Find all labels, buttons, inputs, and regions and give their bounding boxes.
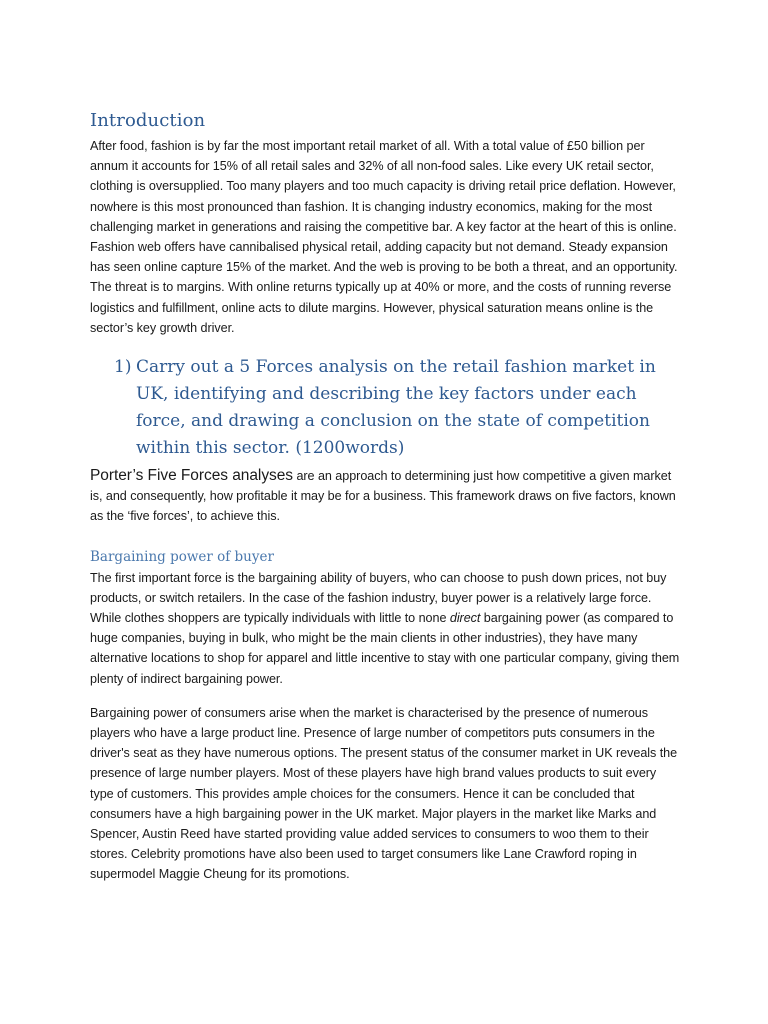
buyer-power-heading: Bargaining power of buyer	[90, 548, 274, 565]
introduction-paragraph: After food, fashion is by far the most important retail market of all. With a total value of £50 billion per annum it accounts for 15% of all retail sales and 32% of all non-food sales. Like every UK retail sector, clothing is oversupplied. Too many players and too much capacity is driving retail price deflation. However, nowhere is this most pronounced than fashion. It is changing industry economics, making for the most challenging market in generations and raising the competitive bar. A key factor at the heart of this is online. Fashion web offers have cannibalised physical retail, adding capacity but not demand. Steady expansion has seen online capture 15% of the market. And the web is proving to be both a threat, and an opportunity. The threat is to margins. With online returns typically up at 40% or more, and the costs of running reverse logistics and fulfillment, online acts to dilute margins. However, physical saturation means online is the sector’s key growth driver.	[90, 139, 678, 335]
paragraph-spacer	[90, 689, 680, 703]
porter-paragraph	[90, 466, 680, 527]
buyer-p1-after: bargaining power (as compared to huge companies, buying in bulk, who might be the main clients in other industries), they have many alternative locations to shop for apparel and little incentive to stay with one particular company, giving them plenty of indirect bargaining power.	[90, 611, 680, 686]
buyer-paragraph-2: Bargaining power of consumers arise when the market is characterised by the presence of numerous players who have a large product line. Presence of large number of competitors puts consumers in the driver's seat as they have numerous options. The present status of the consumer market in UK reveals the presence of large number players. Most of these players have high brand values products to suit every type of customers. This provides ample choices for the consumers. Hence it can be concluded that consumers have a high bargaining power in the UK market. Major players in the market like Marks and Spencer, Austin Reed have started providing value added services to consumers to woo them to their stores. Celebrity promotions have also been used to target consumers like Lane Crawford roping in supermodel Maggie Cheung for its promotions.	[90, 705, 678, 882]
question-1	[90, 354, 680, 462]
document-body	[90, 108, 680, 885]
porter-lead: Porter’s Five Forces analyses	[90, 467, 293, 485]
question-text: Carry out a 5 Forces analysis on the retail fashion market in UK, identifying and describing the key factors under each force, and drawing a conclusion on the state of competition within this sector. (1200words)	[136, 357, 656, 459]
introduction-heading: Introduction	[90, 110, 206, 131]
porter-rest: are an approach to determining just how competitive a given market is, and consequently, how profitable it may be for a business. This framework draws on five factors, known as the ‘five forces’, to achieve this.	[90, 469, 676, 524]
question-number: 1)	[114, 357, 132, 378]
buyer-p1-emphasis: direct	[449, 611, 481, 626]
buyer-p1-before: The first important force is the bargaining ability of buyers, who can choose to push down prices, not buy products, or switch retailers. In the case of the fashion industry, buyer power is a relatively large force. While clothes shoppers are typically individuals with little to none	[90, 570, 667, 626]
buyer-paragraph-1	[90, 568, 680, 689]
